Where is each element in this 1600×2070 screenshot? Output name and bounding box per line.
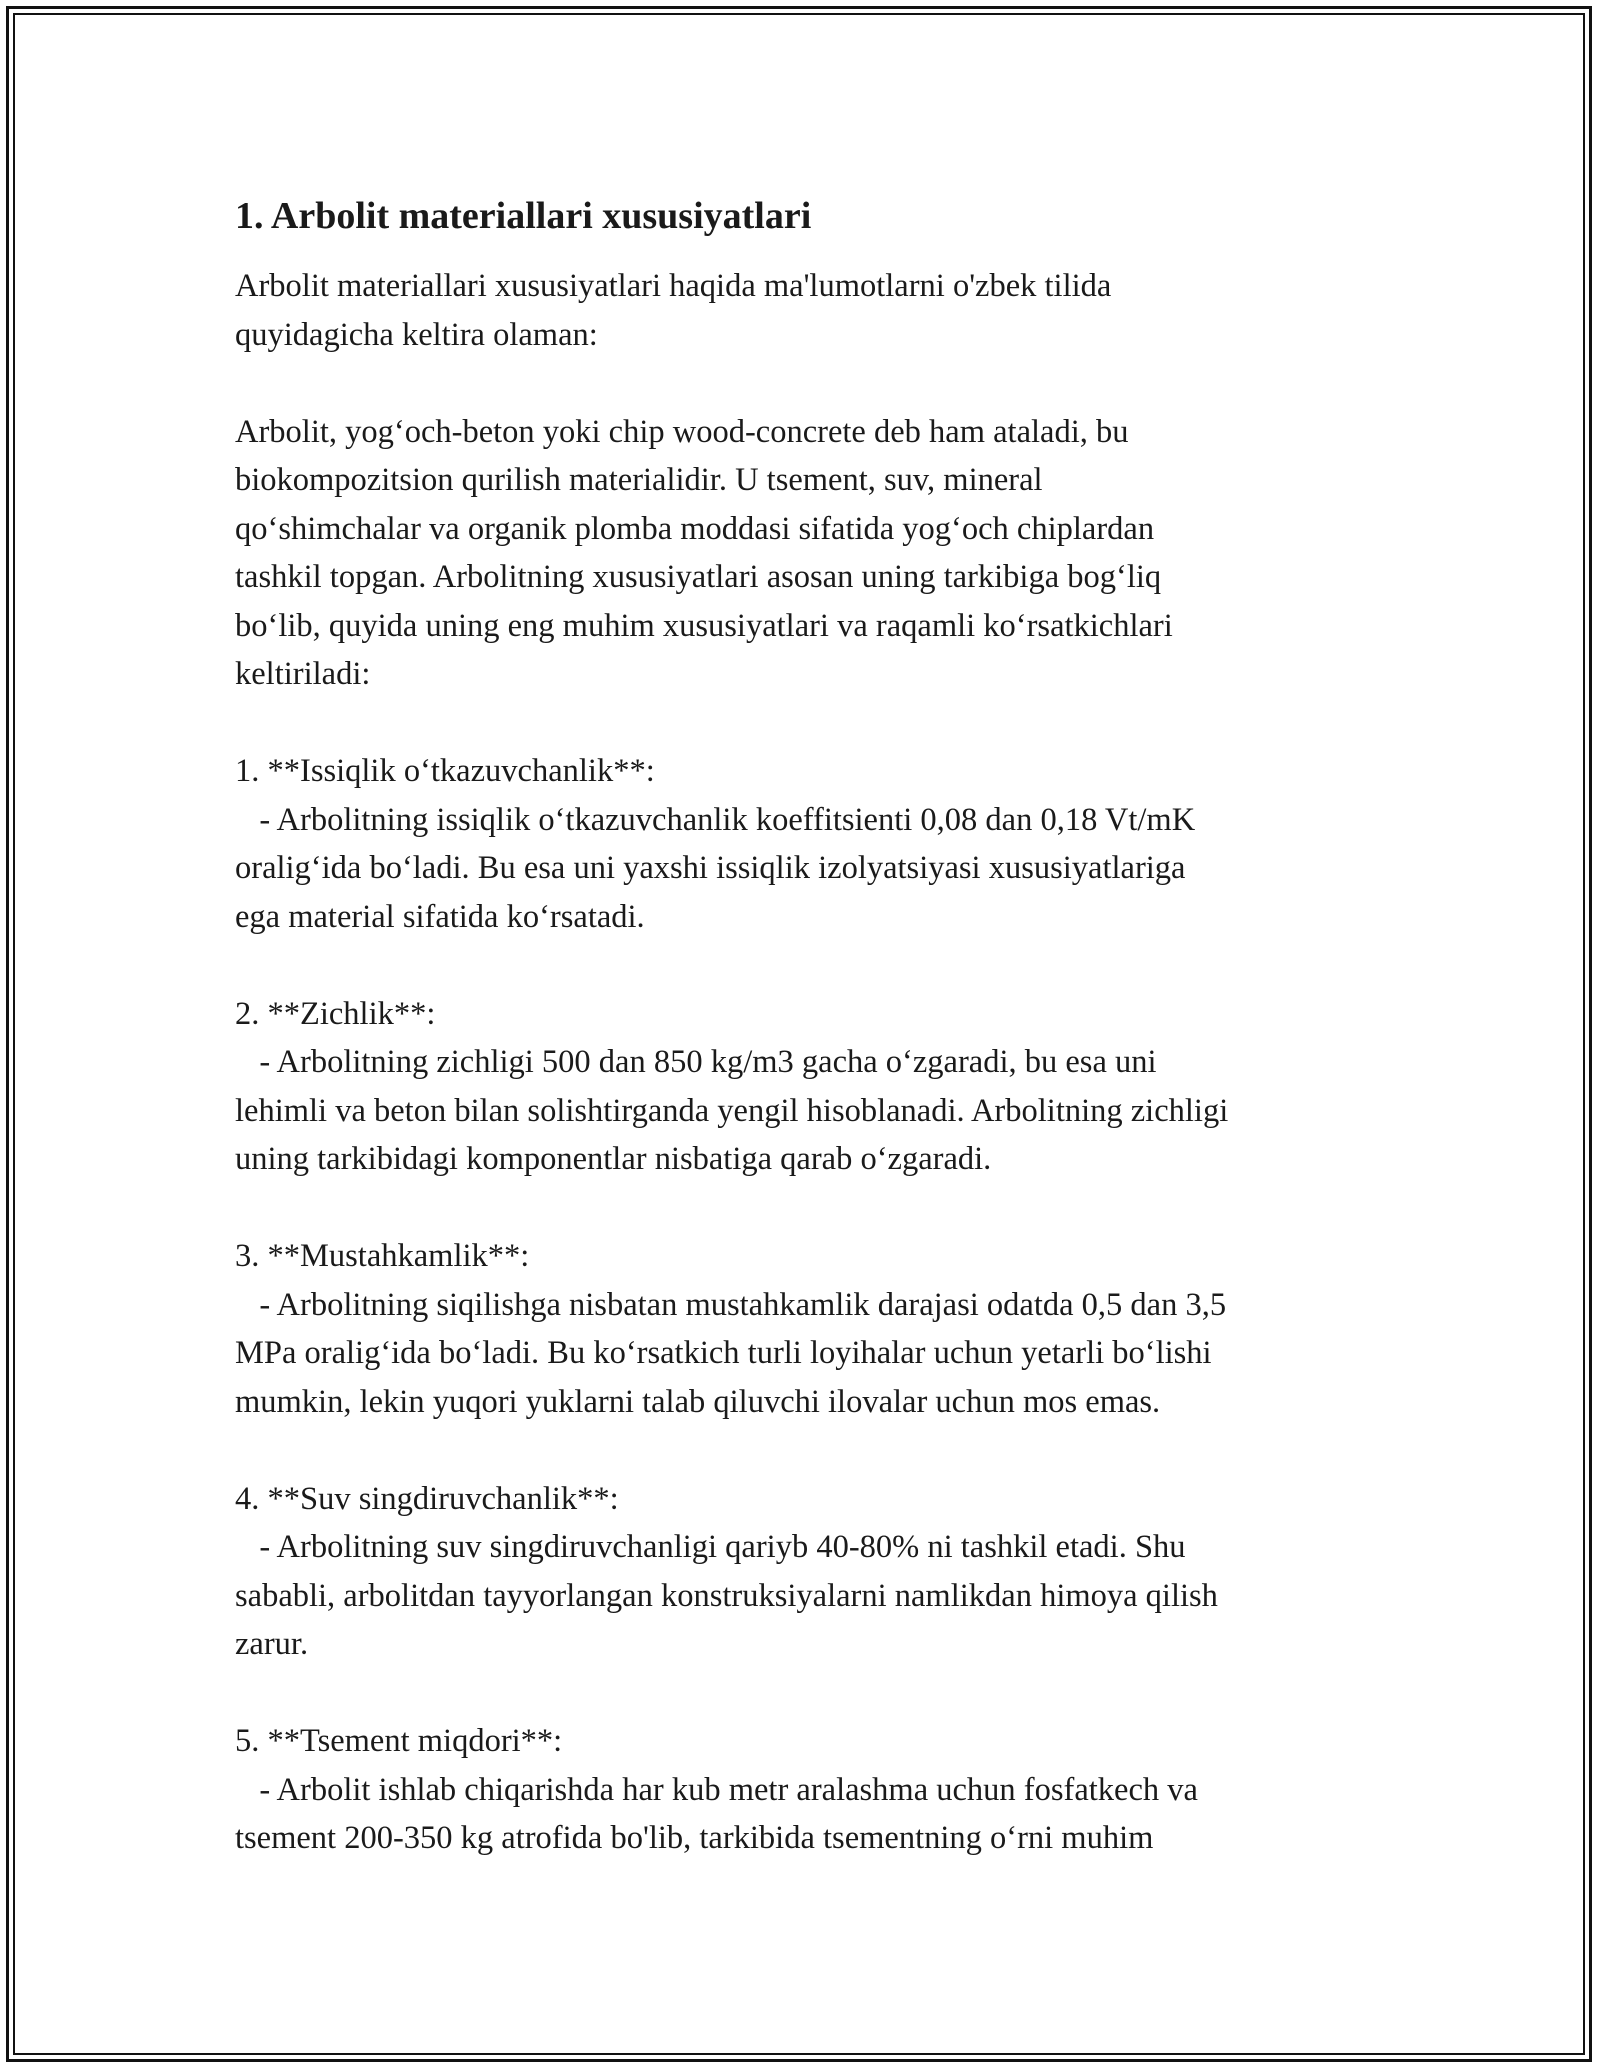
property-item xyxy=(235,1717,1385,1863)
property-item xyxy=(235,747,1385,941)
paragraph-spacer xyxy=(235,941,1385,990)
property-item xyxy=(235,990,1385,1184)
property-text: - Arbolitning zichligi 500 dan 850 kg/m3 gacha o‘zgaradi, bu esa uni lehimli va beton bilan solishtirganda yengil hisoblanadi. Arbolitning zichligi uning tarkibidagi komponentlar nisbatiga qarab o‘zgaradi. xyxy=(235,1044,1229,1177)
paragraph-spacer xyxy=(235,1426,1385,1475)
intro-paragraph: Arbolit materiallari xususiyatlari haqida ma'lumotlarni o'zbek tilida quyidagicha keltira olaman: xyxy=(235,268,1112,353)
property-heading: 4. **Suv singdiruvchanlik**: xyxy=(235,1480,619,1517)
property-text: - Arbolitning issiqlik o‘tkazuvchanlik koeffitsienti 0,08 dan 0,18 Vt/mK oralig‘ida bo‘ladi. Bu esa uni yaxshi issiqlik izolyatsiyasi xususiyatlariga ega material sifatida ko‘rsatadi. xyxy=(235,801,1196,935)
paragraph-spacer xyxy=(235,1184,1385,1233)
property-text: - Arbolitning siqilishga nisbatan mustahkamlik darajasi odatda 0,5 dan 3,5 MPa oralig‘ida bo‘ladi. Bu ko‘rsatkich turli loyihalar uchun yetarli bo‘lishi mumkin, lekin yuqori yuklarni talab qiluvchi ilovalar uchun mos emas. xyxy=(235,1286,1227,1420)
document-body xyxy=(235,190,1385,1863)
paragraph-spacer xyxy=(235,699,1385,748)
description-paragraph: Arbolit, yog‘och-beton yoki chip wood-concrete deb ham ataladi, bu biokompozitsion qurilish materialidir. U tsement, suv, mineral qo‘shimchalar va organik plomba moddasi sifatida yog‘och chiplardan tashkil topgan. Arbolitning xususiyatlari asosan uning tarkibiga bog‘liq bo‘lib, quyida uning eng muhim xususiyatlari va raqamli ko‘rsatkichlari keltiriladi: xyxy=(235,413,1173,692)
property-item xyxy=(235,1475,1385,1669)
property-heading: 3. **Mustahkamlik**: xyxy=(235,1238,530,1274)
property-heading: 2. **Zichlik**: xyxy=(235,995,436,1032)
document-title: 1. Arbolit materiallari xususiyatlari xyxy=(235,195,812,237)
property-text: - Arbolitning suv singdiruvchanligi qariyb 40-80% ni tashkil etadi. Shu sababli, arbolitdan tayyorlangan konstruksiyalarni namlikdan himoya qilish zarur. xyxy=(235,1529,1218,1662)
property-item xyxy=(235,1232,1385,1426)
paragraph-spacer xyxy=(235,1669,1385,1718)
paragraph-spacer xyxy=(235,359,1385,408)
property-heading: 1. **Issiqlik o‘tkazuvchanlik**: xyxy=(235,753,655,789)
property-text: - Arbolit ishlab chiqarishda har kub metr aralashma uchun fosfatkech va tsement 200-350 kg atrofida bo'lib, tarkibida tsementning o‘rni muhim xyxy=(235,1771,1198,1856)
property-heading: 5. **Tsement miqdori**: xyxy=(235,1723,563,1759)
